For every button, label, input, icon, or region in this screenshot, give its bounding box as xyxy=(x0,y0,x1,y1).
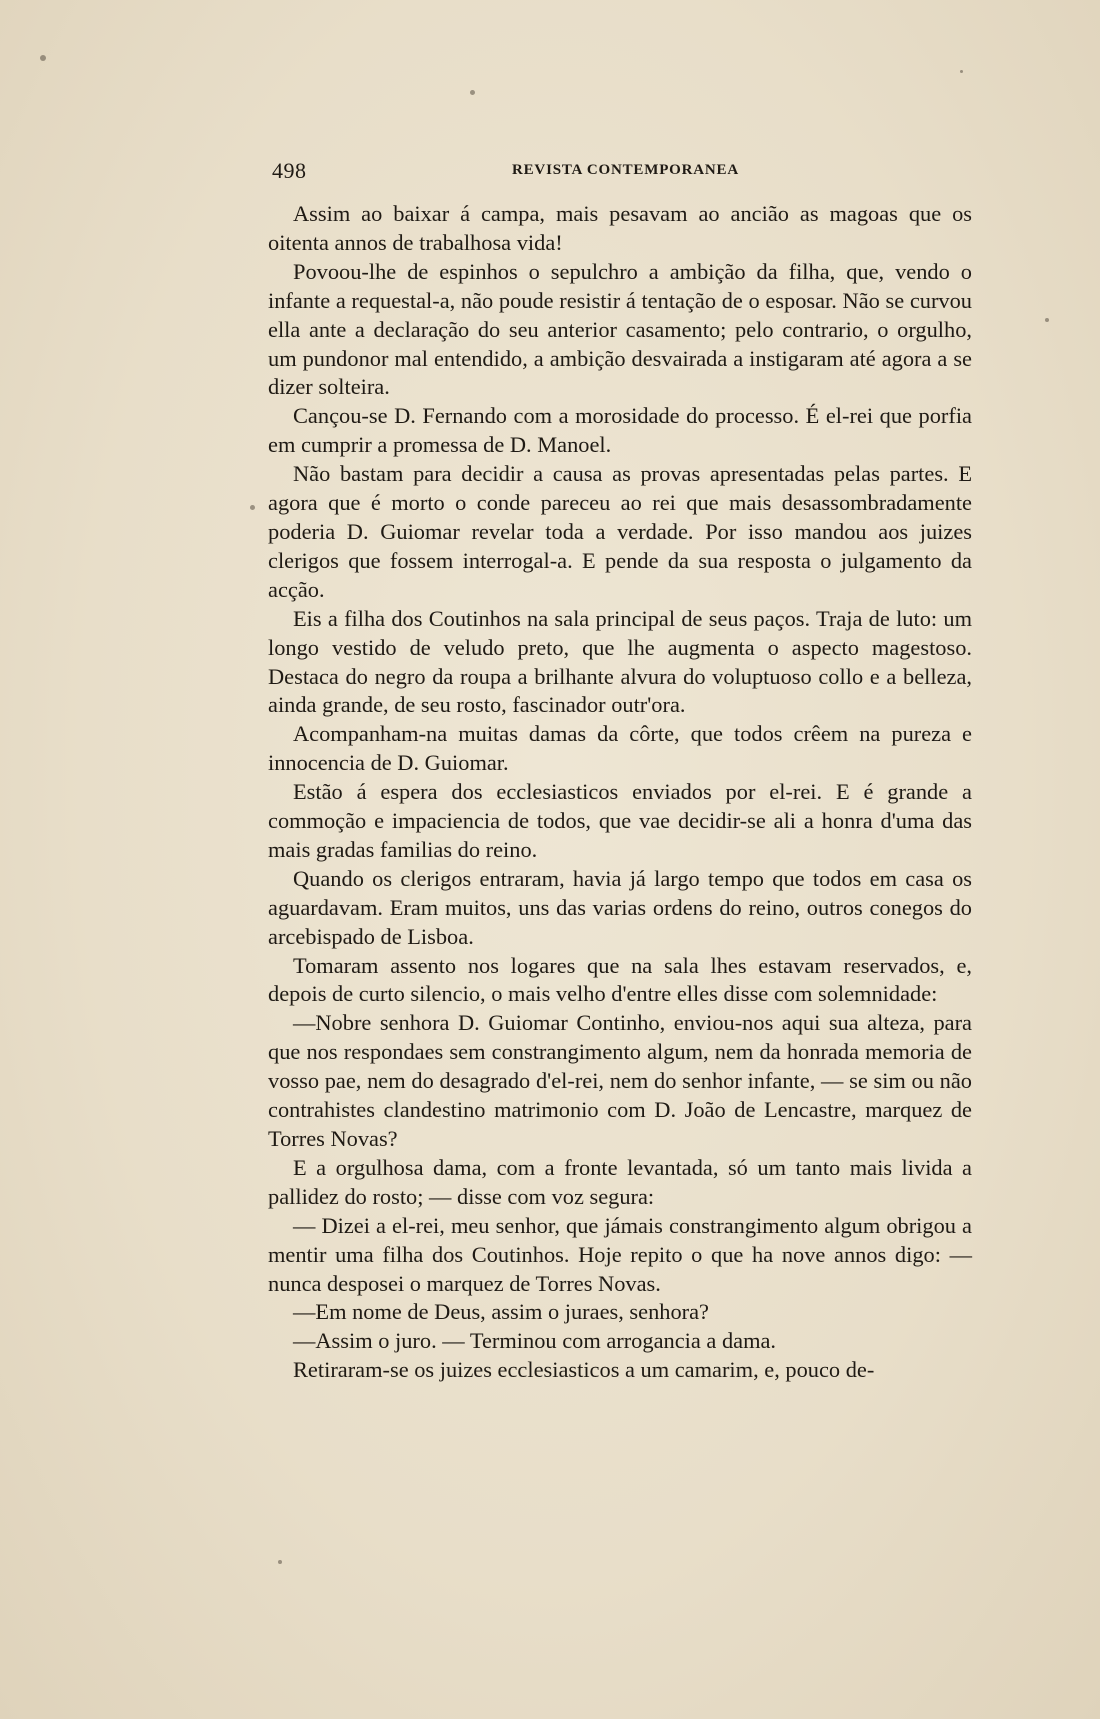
paragraph: Quando os clerigos entraram, havia já largo tempo que todos em casa os aguardavam. Eram muitos, uns das varias ordens do reino, outros conegos do arcebispado de Lisboa. xyxy=(268,865,972,949)
paragraph: Retiraram-se os juizes ecclesiasticos a um camarim, e, pouco de- xyxy=(293,1357,875,1383)
paragraph: Povoou-lhe de espinhos o sepulchro a ambição da filha, que, vendo o infante a requestal-a, não poude resistir á tentação de o esposar. Não se curvou ella ante a declaração do seu anterior casamento; pelo contrario, o orgulho, um pundonor mal entendido, a ambição desvairada a instigaram até agora a se dizer solteira. xyxy=(268,258,972,400)
body-text xyxy=(268,200,972,1385)
paragraph: Não bastam para decidir a causa as provas apresentadas pelas partes. E agora que é morto o conde pareceu ao rei que mais desassombradamente poderia D. Guiomar revelar toda a verdade. Por isso mandou aos juizes clerigos que fossem interrogal-a. E pende da sua resposta o julgamento da acção. xyxy=(268,461,972,602)
paper-speck xyxy=(470,90,475,95)
paragraph: —Assim o juro. — Terminou com arrogancia a dama. xyxy=(293,1328,777,1354)
paragraph: — Dizei a el-rei, meu senhor, que jámais constrangimento algum obrigou a mentir uma filha dos Coutinhos. Hoje repito o que ha nove annos digo: — nunca desposei o marquez de Torres Novas. xyxy=(268,1212,972,1296)
paragraph: Tomaram assento nos logares que na sala lhes estavam reservados, e, depois de curto silencio, o mais velho d'entre elles disse com solemnidade: xyxy=(268,952,972,1007)
paragraph: E a orgulhosa dama, com a fronte levantada, só um tanto mais livida a pallidez do rosto; — disse com voz segura: xyxy=(268,1154,972,1209)
paragraph: Cançou-se D. Fernando com a morosidade do processo. É el-rei que porfia em cumprir a promessa de D. Manoel. xyxy=(268,403,972,458)
running-title: REVISTA CONTEMPORANEA xyxy=(512,162,739,178)
paper-speck xyxy=(278,1560,282,1564)
paragraph: Assim ao baixar á campa, mais pesavam ao ancião as magoas que os oitenta annos de trabalhosa vida! xyxy=(268,201,972,255)
paper-speck xyxy=(1045,318,1049,322)
paragraph: Acompanham-na muitas damas da côrte, que todos crêem na pureza e innocencia de D. Guiomar. xyxy=(268,721,972,776)
paragraph: —Em nome de Deus, assim o juraes, senhora? xyxy=(293,1299,709,1325)
paragraph: Estão á espera dos ecclesiasticos enviados por el-rei. E é grande a commoção e impaciencia de todos, que vae decidir-se ali a honra d'uma das mais gradas familias do reino. xyxy=(268,779,972,862)
paper-speck xyxy=(40,55,46,61)
paper-speck xyxy=(960,70,963,73)
paragraph: Eis a filha dos Coutinhos na sala principal de seus paços. Traja de luto: um longo vestido de veludo preto, que lhe augmenta o aspecto magestoso. Destaca do negro da roupa a brilhante alvura do voluptuoso collo e a belleza, ainda grande, de seu rosto, fascinador outr'ora. xyxy=(268,605,972,718)
paragraph: —Nobre senhora D. Guiomar Continho, enviou-nos aqui sua alteza, para que nos respondaes sem constrangimento algum, nem da honrada memoria de vosso pae, nem do desagrado d'el-rei, nem do senhor infante, — se sim ou não contrahistes clandestino matrimonio com D. João de Lencastre, marquez de Torres Novas? xyxy=(268,1010,972,1151)
page-header xyxy=(272,158,972,188)
paper-speck xyxy=(250,505,255,510)
page-number: 498 xyxy=(272,158,307,183)
